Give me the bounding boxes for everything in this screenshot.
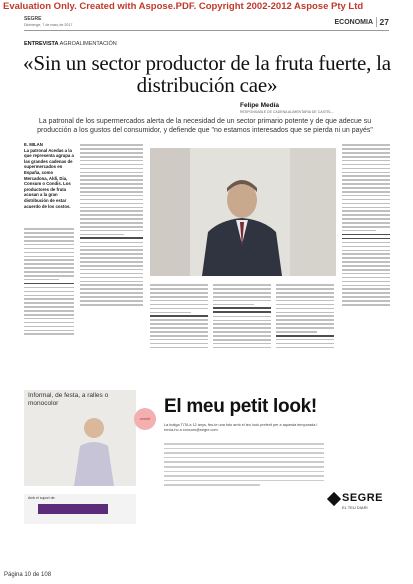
page-footer: Página 10 de 108 xyxy=(4,572,52,578)
article-kicker xyxy=(24,41,117,47)
article-first-paragraph: La patronal Acedas a la que representa agrupa a las grandes cadenas de supermercados en España, como Mercadona, Aldi, Dia, Consum o Condis. Los productores de fruta acusan a la gran distribución de estar acuerdo de los costos. xyxy=(24,147,74,209)
publication-name: SEGRE xyxy=(24,16,42,22)
article-title: «Sin un sector productor de la fruta fuerte, la distribución cae» xyxy=(23,51,391,97)
article-column-2 xyxy=(80,142,143,382)
article-lead: La patronal de los supermercados alerta de la necesidad de un sector primario potente y de que adecue su producción a los gustos del consumidor, y defiende que "no estamos interesados que se pierda ni un payés" xyxy=(37,118,373,134)
page-number: 27 xyxy=(376,17,389,27)
article-column-3 xyxy=(150,282,208,382)
sponsor-logo-icon xyxy=(38,504,108,514)
interviewee-photo-illustration xyxy=(150,148,336,276)
article-column-1-text xyxy=(24,226,74,382)
kicker-topic: AGROALIMENTACIÓN xyxy=(59,41,117,47)
ad-subtext: La botiga TITA a 12 anys, fes-te una foto amb el teu look preferit per a aquesta temporada i envia-ho a concurs@segre.com xyxy=(164,423,318,432)
ad-body-text xyxy=(164,440,324,489)
ad-headline-left: Informal, de festa, a ralles o monocolor xyxy=(28,392,109,407)
ad-title: El meu petit look! xyxy=(164,396,317,417)
segre-logo-icon xyxy=(327,492,341,506)
article-column-4 xyxy=(213,282,271,382)
ad-sponsor-label: Amb el suport de: xyxy=(28,496,56,500)
ad-brand: SEGRE xyxy=(342,492,384,504)
ad-sponsor-box xyxy=(24,494,136,524)
interviewee-name: Felipe Medía xyxy=(240,102,280,109)
article-column-5 xyxy=(276,282,334,382)
kicker-label: ENTREVISTA xyxy=(24,41,59,47)
interviewee-photo xyxy=(150,148,336,276)
ad-photo xyxy=(24,390,136,486)
ad-brand-tagline: EL TEU DIARI xyxy=(342,505,368,510)
article-byline: E. MILAN xyxy=(24,142,43,147)
publication-date: Diumenge, 7 de març de 2017 xyxy=(24,23,73,27)
advertisement xyxy=(24,390,389,534)
evaluation-watermark: Evaluation Only. Created with Aspose.PDF. Copyright 2002-2012 Aspose Pty Ltd xyxy=(3,1,364,12)
interviewee-role: RESPONSABLE DE CADENA ALIMENTARIA DE CASTEL... xyxy=(240,110,335,114)
section-name: ECONOMIA xyxy=(334,19,373,26)
article-column-6 xyxy=(342,142,390,382)
ad-logo-text: cerclé xyxy=(139,416,151,421)
page-header xyxy=(24,16,389,31)
